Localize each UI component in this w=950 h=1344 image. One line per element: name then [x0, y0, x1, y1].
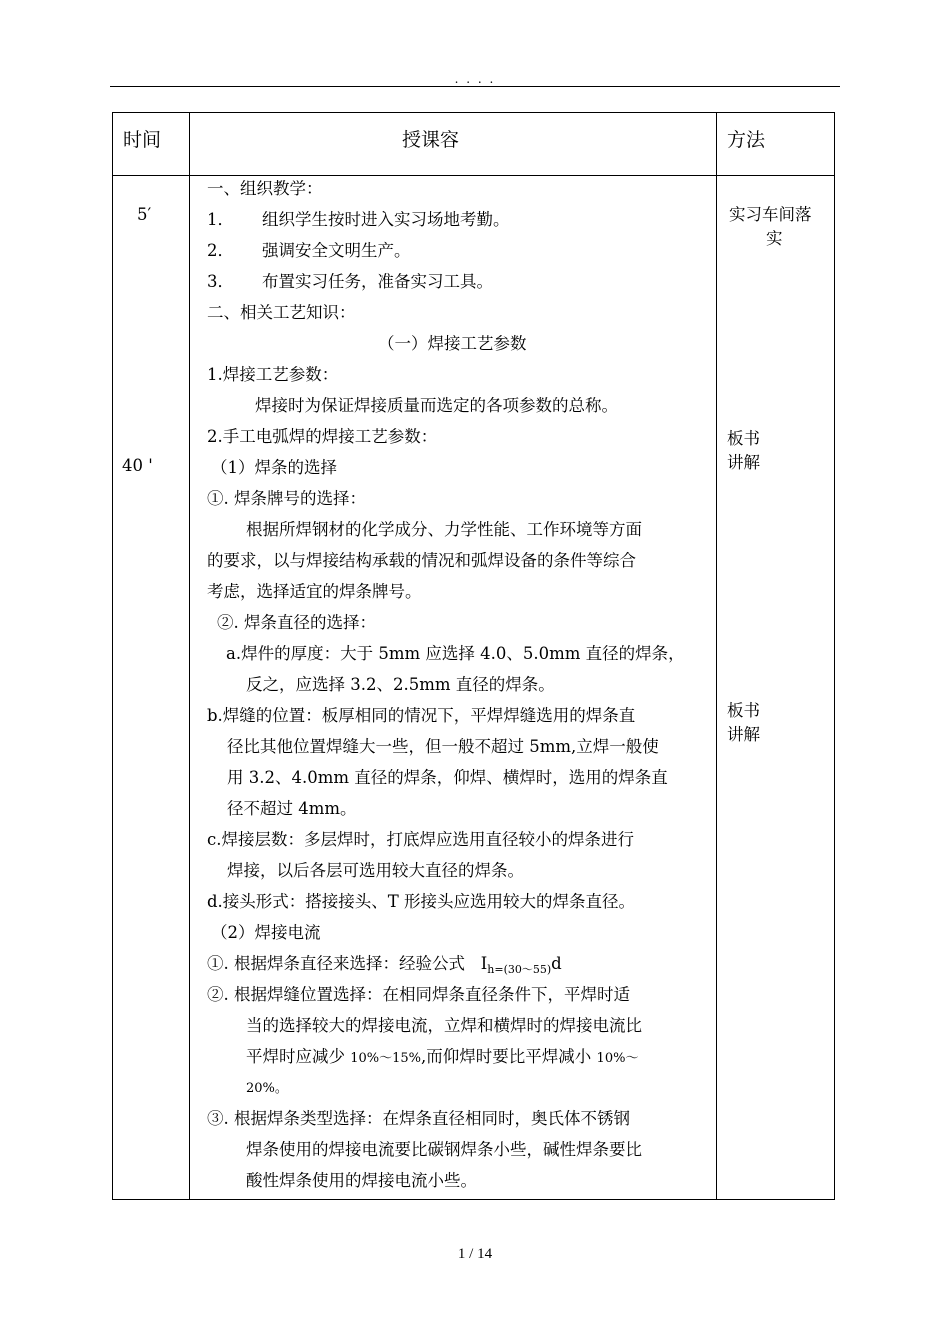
paragraph-line: ③. 根据焊条类型选择：在焊条直径相同时，奥氏体不锈钢	[207, 1109, 630, 1128]
formula-line	[207, 954, 562, 976]
list-number: 3．	[207, 272, 234, 291]
paragraph-line: 当的选择较大的焊接电流，立焊和横焊时的焊接电流比	[246, 1016, 642, 1035]
item-heading: 1.焊接工艺参数：	[207, 365, 339, 384]
method-3-line2: 讲解	[727, 725, 760, 744]
paragraph-line: 的要求，以与焊接结构承载的情况和弧焊设备的条件等综合	[207, 551, 636, 570]
list-item: 布置实习任务，准备实习工具。	[262, 272, 493, 291]
item-heading: （1）焊条的选择	[211, 458, 337, 477]
paragraph-line	[246, 1047, 638, 1069]
list-number: 1．	[207, 210, 234, 229]
method-2-line1: 板书	[727, 429, 760, 448]
page-number: 1 / 14	[457, 1246, 493, 1262]
paragraph-line: 酸性焊条使用的焊接电流小些。	[246, 1171, 477, 1190]
time-2: 40 '	[122, 456, 153, 475]
method-3-line1: 板书	[727, 701, 760, 720]
text-part: ,而仰焊时要比平焊减小	[421, 1047, 592, 1066]
percent-range: 10%～	[596, 1051, 639, 1066]
paragraph-line: 径比其他位置焊缝大一些，但一般不超过 5mm,立焊一般使	[227, 737, 659, 756]
header-method: 方法	[727, 129, 766, 151]
column-divider	[716, 113, 717, 1199]
header-content: 授课容	[402, 129, 460, 151]
section-organize: 一、组织教学：	[207, 179, 323, 198]
paragraph-line: c.焊接层数：多层焊时，打底焊应选用直径较小的焊条进行	[207, 830, 634, 849]
time-1: 5′	[137, 205, 152, 224]
paragraph-line: 20%。	[246, 1081, 288, 1096]
formula-current-symbol: I	[480, 954, 488, 973]
paragraph-line: ②. 根据焊缝位置选择：在相同焊条直径条件下，平焊时适	[207, 985, 630, 1004]
formula-diameter: d	[551, 954, 562, 973]
header-rule	[110, 86, 840, 87]
paragraph-line: d.接头形式：搭接接头、T 形接头应选用较大的焊条直径。	[207, 892, 636, 911]
paragraph-line: 考虑，选择适宜的焊条牌号。	[207, 582, 422, 601]
paragraph-line: 径不超过 4mm。	[227, 799, 357, 818]
item-heading: （2）焊接电流	[211, 923, 321, 942]
section-knowledge: 二、相关工艺知识：	[207, 303, 356, 322]
method-2-line2: 讲解	[727, 453, 760, 472]
paragraph-line: 焊接时为保证焊接质量而选定的各项参数的总称。	[255, 396, 618, 415]
paragraph-line: 根据所焊钢材的化学成分、力学性能、工作环境等方面	[246, 520, 642, 539]
paragraph-line: b.焊缝的位置：板厚相同的情况下，平焊焊缝选用的焊条直	[207, 706, 636, 725]
column-divider	[189, 113, 190, 1199]
method-1-line2: 实	[766, 229, 783, 248]
formula-text: ①. 根据焊条直径来选择：经验公式	[207, 954, 465, 973]
list-number: 2．	[207, 241, 234, 260]
formula-subscript: h=(30～55)	[487, 963, 552, 976]
header-time: 时间	[123, 129, 162, 151]
list-item: 组织学生按时进入实习场地考勤。	[262, 210, 510, 229]
percent-range: 10%～15%	[350, 1051, 422, 1066]
paragraph-line: 用 3.2、4.0mm 直径的焊条，仰焊、横焊时，选用的焊条直	[227, 768, 668, 787]
paragraph-line: 焊接，以后各层可选用较大直径的焊条。	[227, 861, 524, 880]
paragraph-line: a.焊件的厚度：大于 5mm 应选择 4.0、5.0mm 直径的焊条，	[226, 644, 685, 663]
lesson-table	[112, 112, 835, 1200]
list-item: 强调安全文明生产。	[262, 241, 411, 260]
subsection-title: （一）焊接工艺参数	[378, 334, 527, 353]
paragraph-line: 焊条使用的焊接电流要比碳钢焊条小些，碱性焊条要比	[246, 1140, 642, 1159]
item-heading: 2.手工电弧焊的焊接工艺参数：	[207, 427, 438, 446]
paragraph-line: 反之，应选择 3.2、2.5mm 直径的焊条。	[246, 675, 555, 694]
item-heading: ①. 焊条牌号的选择：	[207, 489, 366, 508]
method-1-line1: 实习车间落	[729, 205, 812, 224]
header-dots: . . . .	[454, 72, 496, 86]
text-part: 平焊时应减少	[246, 1047, 345, 1066]
header-row-divider	[113, 175, 834, 176]
item-heading: ②. 焊条直径的选择：	[217, 613, 376, 632]
